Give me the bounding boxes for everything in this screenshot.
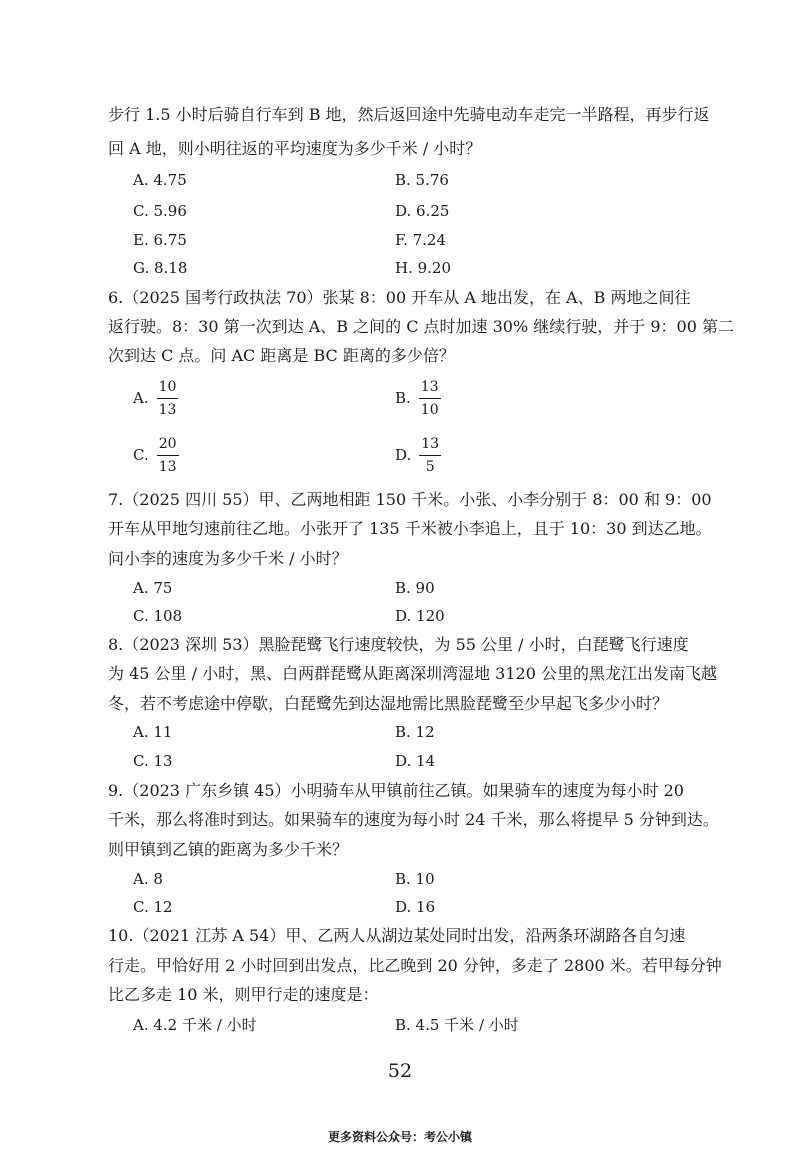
question-10-line: 比乙多走 10 米，则甲行走的速度是： bbox=[108, 985, 379, 1004]
denominator: 13 bbox=[158, 458, 177, 475]
question-10-line: 行走。甲恰好用 2 小时回到出发点，比乙晚到 20 分钟，多走了 2800 米。若甲每分钟 bbox=[108, 956, 722, 975]
numerator: 20 bbox=[157, 435, 179, 456]
option-d: D. 6.25 bbox=[395, 202, 450, 220]
fraction bbox=[157, 378, 179, 419]
numerator: 10 bbox=[157, 378, 179, 399]
page-number: 52 bbox=[387, 1060, 413, 1082]
option-letter: A. bbox=[133, 389, 149, 407]
fraction bbox=[157, 435, 179, 476]
numerator: 13 bbox=[419, 378, 441, 399]
option-c: C. 13 bbox=[133, 752, 173, 770]
numerator: 13 bbox=[419, 435, 441, 456]
option-d: D. 16 bbox=[395, 898, 436, 916]
question-9-line: 9.（2023 广东乡镇 45）小明骑车从甲镇前往乙镇。如果骑车的速度为每小时 20 bbox=[108, 781, 684, 800]
question-9-line: 千米，那么将准时到达。如果骑车的速度为每小时 24 千米，那么将提早 5 分钟到达。 bbox=[108, 810, 719, 829]
question-text-line: 回 A 地，则小明往返的平均速度为多少千米 / 小时？ bbox=[108, 139, 482, 158]
question-text-line: 步行 1.5 小时后骑自行车到 B 地，然后返回途中先骑电动车走完一半路程，再步行返 bbox=[108, 105, 710, 124]
question-7-line: 问小李的速度为多少千米 / 小时？ bbox=[108, 549, 348, 568]
option-b: B. 5.76 bbox=[395, 171, 449, 189]
question-9-line: 则甲镇到乙镇的距离为多少千米？ bbox=[108, 840, 349, 859]
option-letter: C. bbox=[133, 446, 149, 464]
option-a: A. 11 bbox=[133, 723, 173, 741]
option-d-fraction bbox=[395, 432, 441, 478]
option-a: A. 4.75 bbox=[133, 171, 187, 189]
question-7-line: 开车从甲地匀速前往乙地。小张开了 135 千米被小李追上，且于 10：30 到达乙地。 bbox=[108, 519, 712, 538]
denominator: 10 bbox=[420, 401, 439, 418]
question-8-line: 8.（2023 深圳 53）黑脸琵鹭飞行速度较快，为 55 公里 / 小时，白琵鹭飞行速度 bbox=[108, 635, 689, 654]
option-b: B. 4.5 千米 / 小时 bbox=[395, 1016, 519, 1034]
option-e: E. 6.75 bbox=[133, 231, 187, 249]
option-h: H. 9.20 bbox=[395, 259, 452, 277]
option-c: C. 12 bbox=[133, 898, 173, 916]
question-8-line: 冬，若不考虑途中停歇，白琵鹭先到达湿地需比黑脸琵鹭至少早起飞多少小时？ bbox=[108, 694, 669, 713]
question-10-line: 10.（2021 江苏 A 54）甲、乙两人从湖边某处同时出发，沿两条环湖路各自匀速 bbox=[108, 926, 686, 945]
option-a: A. 8 bbox=[133, 870, 163, 888]
option-b: B. 90 bbox=[395, 579, 435, 597]
option-c: C. 108 bbox=[133, 607, 183, 625]
denominator: 5 bbox=[425, 458, 435, 475]
option-letter: B. bbox=[395, 389, 411, 407]
option-a: A. 75 bbox=[133, 579, 173, 597]
option-d: D. 120 bbox=[395, 607, 445, 625]
question-7-line: 7.（2025 四川 55）甲、乙两地相距 150 千米。小张、小李分别于 8：00 和 9：00 bbox=[108, 490, 712, 509]
option-b-fraction bbox=[395, 375, 441, 421]
option-letter: D. bbox=[395, 446, 412, 464]
option-g: G. 8.18 bbox=[133, 259, 188, 277]
footer-note: 更多资料公众号：考公小镇 bbox=[327, 1130, 472, 1144]
fraction bbox=[419, 378, 441, 419]
option-a: A. 4.2 千米 / 小时 bbox=[133, 1016, 257, 1034]
question-8-line: 为 45 公里 / 小时，黑、白两群琵鹭从距离深圳湾湿地 3120 公里的黑龙江出发南飞越 bbox=[108, 664, 717, 683]
option-c-fraction bbox=[133, 432, 179, 478]
question-6-line: 次到达 C 点。问 AC 距离是 BC 距离的多少倍？ bbox=[108, 346, 455, 365]
question-6-line: 返行驶。8：30 第一次到达 A、B 之间的 C 点时加速 30% 继续行驶，并于 9：00 第二 bbox=[108, 317, 734, 336]
question-6-line: 6.（2025 国考行政执法 70）张某 8：00 开车从 A 地出发，在 A、B 两地之间往 bbox=[108, 288, 691, 307]
option-f: F. 7.24 bbox=[395, 231, 447, 249]
option-b: B. 12 bbox=[395, 723, 435, 741]
fraction bbox=[419, 435, 441, 476]
denominator: 13 bbox=[158, 401, 177, 418]
option-a-fraction bbox=[133, 375, 178, 421]
option-d: D. 14 bbox=[395, 752, 436, 770]
option-b: B. 10 bbox=[395, 870, 435, 888]
option-c: C. 5.96 bbox=[133, 202, 187, 220]
